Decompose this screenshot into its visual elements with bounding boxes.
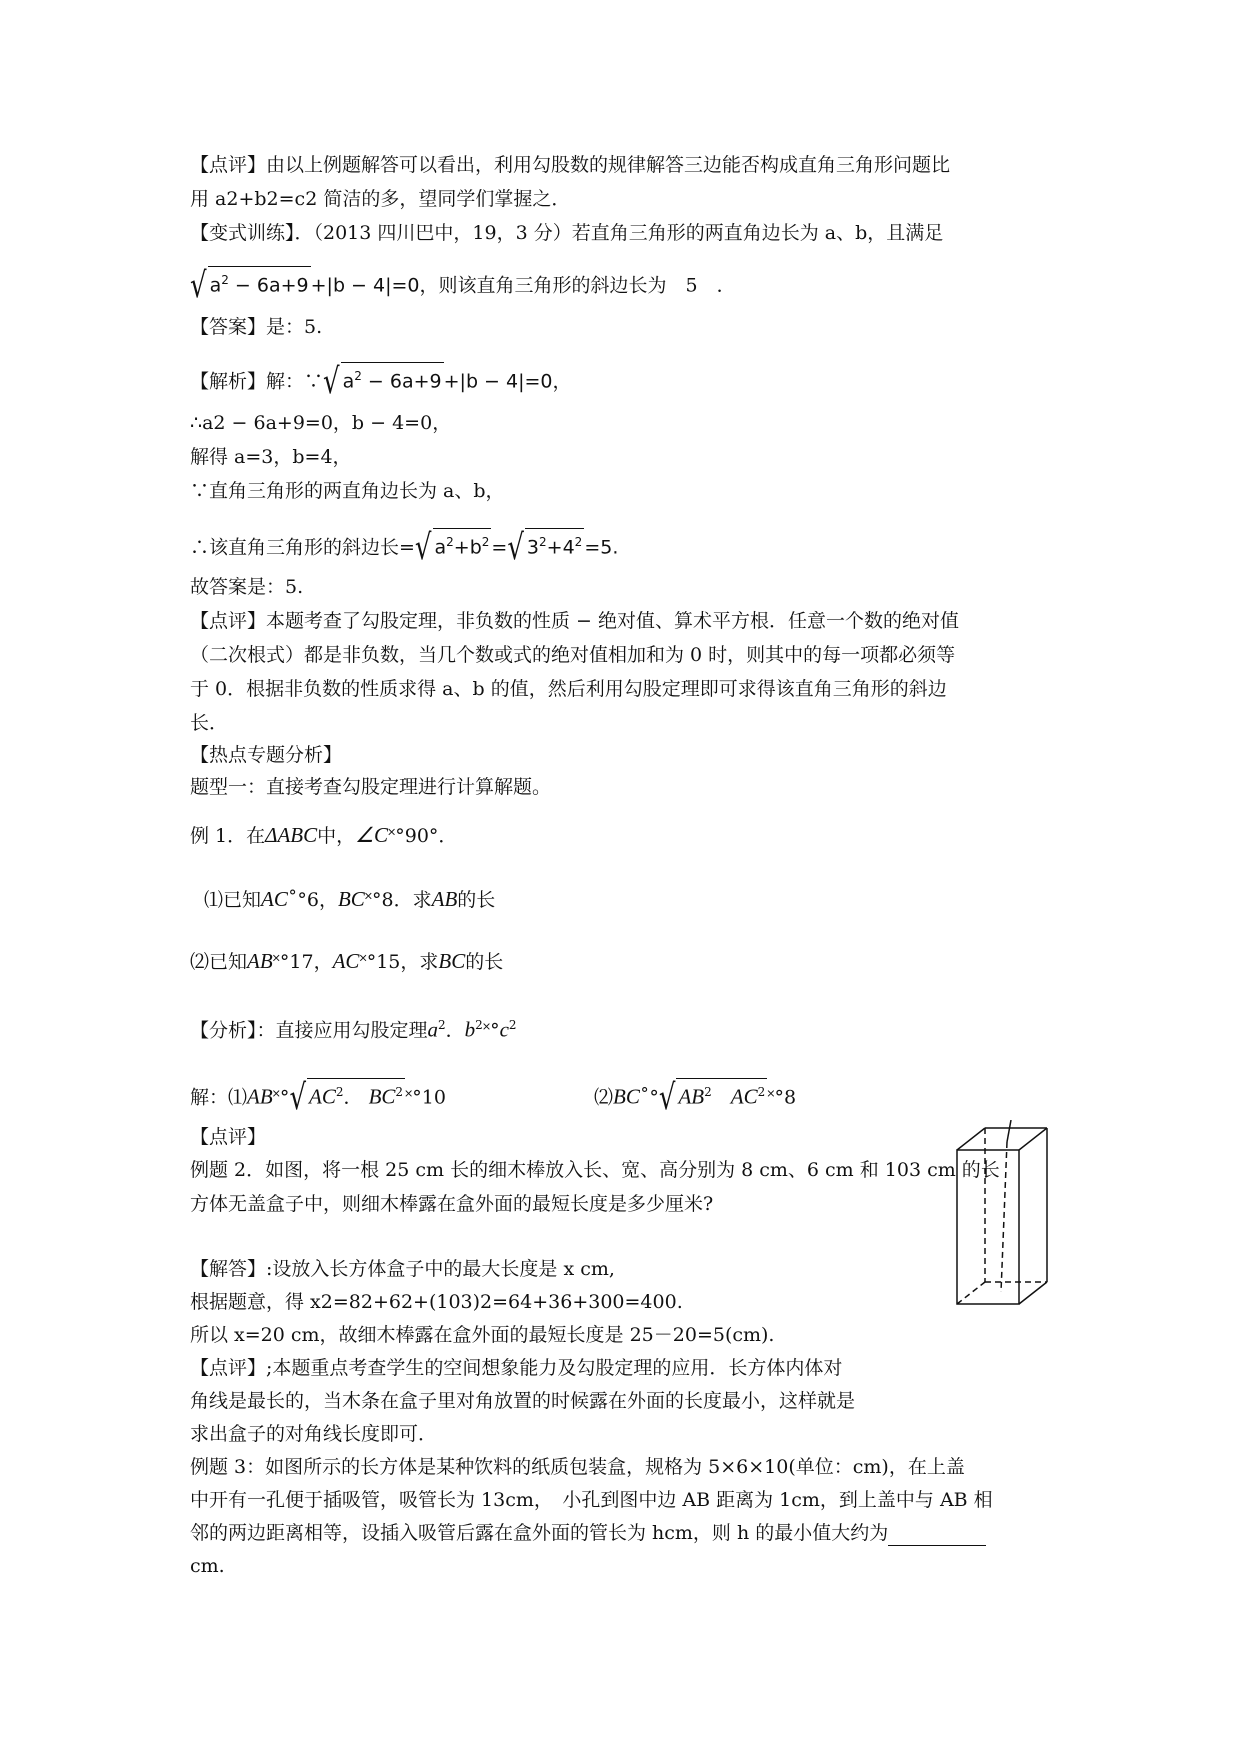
radicand-term: +b [453,536,482,559]
exponent: 2 [438,1018,446,1032]
radicand [341,362,444,394]
text-segment: ˟° [272,1086,290,1109]
text-segment: ˟°8．求 [364,889,432,911]
radicand-term: +4 [546,536,575,559]
text-segment: 的长 [457,889,496,911]
radicand [525,528,584,560]
radical-sign: √ [658,1078,676,1119]
text-line: ∴a2 − 6a+9=0，b − 4=0， [190,412,452,434]
example-1-part-1 [204,886,495,913]
answer-blank [888,1527,986,1546]
text-line: ∵直角三角形的两直角边长为 a、b， [190,480,505,502]
math-term: AC [730,1084,758,1109]
math-term: AB [431,887,458,911]
equation-line [190,362,572,403]
radicand [208,266,311,298]
radical-sign: √ [507,528,524,569]
text-line: 故答案是：5. [190,576,304,598]
math-term: ΔABC [265,823,318,847]
equals-sign: = [491,536,508,559]
abs-term: +|b − 4|=0 [443,370,553,393]
text-segment: 的长 [465,951,504,973]
exponent: 2 [446,535,454,549]
text-line: 【点评】;本题重点考查学生的空间想象能力及勾股定理的应用．长方体内体对 [190,1357,843,1379]
text-line: （二次根式）都是非负数，当几个数或式的绝对值相加和为 0 时，则其中的每一项都必须等 [190,644,956,666]
text-segment: ˟°15，求 [359,951,439,973]
math-term: AC [309,1084,336,1109]
exponent: 2 [221,273,229,287]
radicand [307,1078,405,1110]
text-line: 中开有一孔便于插吸管，吸管长为 13cm， 小孔到图中边 AB 距离为 1cm，到上盖中与 AB 相 [190,1489,993,1511]
text-line: 角线是最长的，当木条在盒子里对角放置的时候露在外面的长度最小，这样就是 [190,1390,856,1412]
abs-term: +|b − 4|=0 [310,274,420,297]
exponent: 2 [539,535,547,549]
text-segment: ， [552,370,572,393]
text-segment: ，则该直角三角形的斜边长为 5 ． [419,274,736,297]
math-term: AB [678,1084,705,1109]
math-term: b [464,1017,476,1042]
text-segment: ˟°10 [405,1086,446,1109]
radicand-term: 3 [526,536,540,559]
radical-sign: √ [190,266,207,307]
text-line: 【答案】是：5. [190,316,323,338]
math-term: BC [368,1084,396,1109]
radicand [676,1078,767,1110]
math-term: AB [247,1084,273,1109]
exponent: 2 [335,1085,344,1099]
text-segment: 例 1．在 [190,825,266,847]
math-term: BC [438,949,466,973]
text-segment: ˚°6， [287,889,338,911]
math-term: AB [247,949,273,973]
text-segment: 【解析】解：∵ [190,370,324,393]
text-segment: ˟°17， [272,951,333,973]
math-term: ∠C [355,823,388,847]
text-segment: 【分析】：直接应用勾股定理 [190,1019,428,1042]
text-line: 长． [190,712,229,734]
radicand-term: a [434,536,447,559]
math-term: BC [337,887,365,911]
text-segment: ． [343,1086,363,1109]
text-segment: 解：⑴ [190,1086,248,1109]
text-line: 【变式训练】．（2013 四川巴中，19，3 分）若直角三角形的两直角边长为 a、b，且满足 [190,222,944,244]
radicand-term: − 6a+9 [361,370,442,393]
text-segment: ˟° [482,1019,500,1042]
exponent: 2 [354,369,362,383]
text-segment: =5. [584,536,619,559]
exponent: 2 [508,1018,517,1032]
math-term: a [427,1017,439,1042]
radicand-term: a [209,274,222,297]
math-term: BC [613,1084,640,1109]
text-line: 【点评】由以上例题解答可以看出，利用勾股数的规律解答三边能否构成直角三角形问题比 [190,154,951,176]
text-line: 求出盒子的对角线长度即可． [190,1423,438,1445]
equation-line [190,528,619,569]
text-line: 根据题意，得 x2=82+62+(103)2=64+36+300=400. [190,1291,683,1313]
text-segment: ． [445,1019,465,1042]
stick-exposed [1007,1120,1011,1142]
math-term: AC [332,949,360,973]
text-line: cm. [190,1555,225,1577]
text-segment: ⑴已知 [204,889,262,911]
text-line [190,1520,986,1546]
text-segment: ˟°8 [767,1086,797,1109]
radicand [433,528,492,560]
text-segment: ˚° [639,1086,659,1109]
radical-sign: √ [289,1078,307,1119]
text-segment: 中， [317,825,356,847]
exponent: 2 [704,1085,712,1099]
radicand-term: a [342,370,355,393]
example-1-part-2 [190,948,503,975]
text-line: 【热点专题分析】 [190,744,343,766]
analysis-line [190,1012,517,1043]
box-diagram [955,1120,1050,1310]
text-line: 例题 3：如图所示的长方体是某种饮料的纸质包装盒，规格为 5×6×10(单位：cm)，在上盖 [190,1456,965,1478]
box-edge [957,1128,985,1150]
box-edge [1019,1128,1047,1150]
exponent: 2 [475,1018,483,1032]
solution-line-1 [190,1078,446,1119]
radical-sign: √ [414,528,432,569]
exponent: 2 [395,1085,404,1099]
math-term: c [499,1017,509,1042]
text-segment: ⑵ [594,1086,614,1109]
text-segment: 邻的两边距离相等，设插入吸管后露在盒外面的管长为 hcm，则 h 的最小值大约为 [190,1522,889,1544]
example-1-line [190,822,457,849]
radicand-term: − 6a+9 [228,274,309,297]
text-line: 【点评】本题考查了勾股定理，非负数的性质 − 绝对值、算术平方根．任意一个数的绝对值 [190,610,960,632]
text-segment: ˟°90°． [388,825,458,847]
solution-line-2 [594,1078,797,1119]
box-hidden-edge [957,1282,985,1304]
text-line: 【点评】 [190,1126,267,1148]
text-line: 【解答】:设放入长方体盒子中的最大长度是 x cm, [190,1258,615,1280]
text-line: 方体无盖盒子中，则细木棒露在盒外面的最短长度是多少厘米? [190,1193,714,1215]
equation-line [190,266,736,307]
radical-sign: √ [323,362,340,403]
text-line: 于 0．根据非负数的性质求得 a、b 的值，然后利用勾股定理即可求得该直角三角形的斜边 [190,678,947,700]
exponent: 2 [574,535,583,549]
box-edge [1019,1282,1047,1304]
math-term: AC [261,887,288,911]
text-segment: ⑵已知 [190,951,248,973]
text-line: 用 a2+b2=c2 简洁的多，望同学们掌握之． [190,188,571,210]
exponent: 2 [757,1085,766,1099]
box-front-face [957,1150,1019,1304]
text-line: 例题 2．如图，将一根 25 cm 长的细木棒放入长、宽、高分别为 8 cm、6 cm 和 103 cm 的长 [190,1159,1000,1181]
stick-hidden [1001,1142,1007,1292]
text-line: 所以 x=20 cm，故细木棒露在盒外面的最短长度是 25－20=5(cm). [190,1324,775,1346]
text-segment: ∴该直角三角形的斜边长= [190,536,415,559]
text-line: 解得 a=3，b=4， [190,446,352,468]
text-line: 题型一：直接考查勾股定理进行计算解题。 [190,776,552,798]
exponent: 2 [481,535,490,549]
